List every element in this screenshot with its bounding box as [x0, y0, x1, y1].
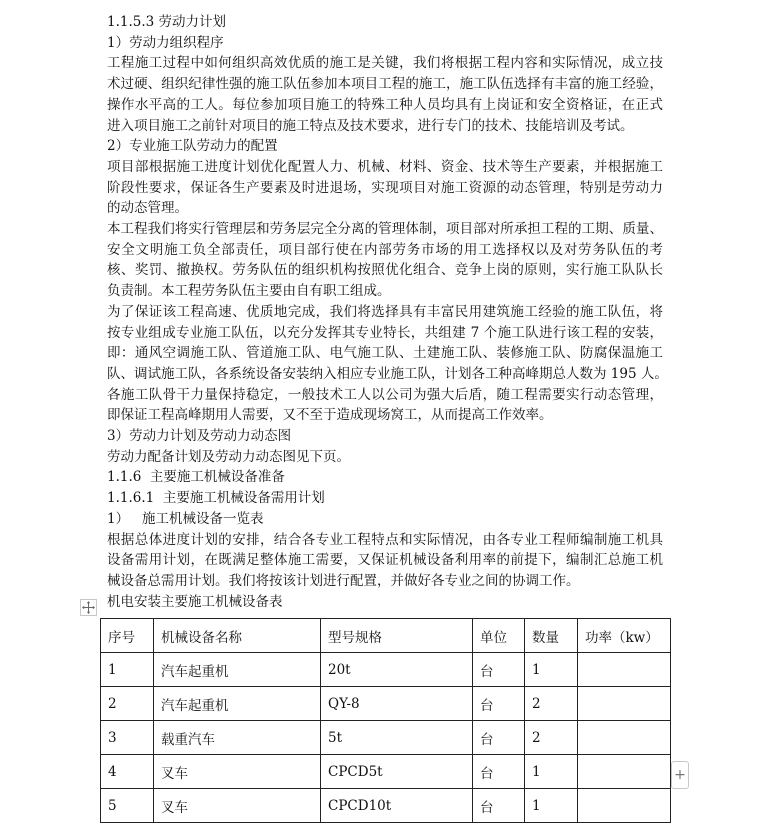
paragraph-line: 阶段性要求，保证各生产要素及时进退场，实现项目对施工资源的动态管理，特别是劳动力 [107, 179, 663, 196]
table-cell: 台 [473, 755, 525, 789]
table-cell: 1 [525, 789, 578, 823]
table-cell [578, 653, 671, 687]
table-cell: 2 [525, 687, 578, 721]
heading-1-1-6-1: 1.1.6.1 主要施工机械设备需用计划 [107, 490, 325, 507]
subheading-team-allocation: 2）专业施工队劳动力的配置 [107, 138, 278, 155]
header-cell: 机械设备名称 [154, 619, 321, 653]
table-cell: 1 [525, 653, 578, 687]
paragraph-line: 即：通风空调施工队、管道施工队、电气施工队、土建施工队、装修施工队、防腐保温施工 [107, 345, 663, 362]
header-cell: 单位 [473, 619, 525, 653]
paragraph-line: 各施工队骨干力量保持稳定，一般技术工人以公司为强大后盾，随工程需要实行动态管理， [107, 386, 663, 403]
paragraph-line: 械设备总需用计划。我们将按该计划进行配置，并做好各专业之间的协调工作。 [107, 572, 580, 589]
document-body [107, 12, 668, 612]
table-cell: 5 [101, 789, 154, 823]
table-row [101, 755, 671, 789]
header-cell: 功率（kw） [578, 619, 671, 653]
table-cell: 叉车 [154, 789, 321, 823]
paragraph-line: 安全文明施工负全部责任，项目部行使在内部劳务市场的用工选择权以及对劳务队伍的考 [107, 241, 663, 258]
table-cell: CPCD10t [321, 789, 473, 823]
table-cell: 1 [525, 755, 578, 789]
paragraph-line: 即保证工程高峰期用人需要，又不至于造成现场窝工，从而提高工作效率。 [107, 407, 553, 424]
table-cell: 2 [525, 721, 578, 755]
header-cell: 数量 [525, 619, 578, 653]
table-move-handle[interactable] [80, 599, 97, 616]
paragraph-line: 项目部根据施工进度计划优化配置人力、机械、材料、资金、技术等生产要素，并根据施工 [107, 158, 663, 175]
table-cell: 20t [321, 653, 473, 687]
paragraph-line: 本工程我们将实行管理层和劳务层完全分离的管理体制，项目部对所承担工程的工期、质量、 [107, 221, 663, 238]
table-cell: 4 [101, 755, 154, 789]
table-cell: 2 [101, 687, 154, 721]
paragraph-line: 的动态管理。 [107, 200, 188, 217]
plus-icon: + [674, 767, 686, 783]
table-cell: 台 [473, 687, 525, 721]
table-cell: 台 [473, 789, 525, 823]
table-row [101, 789, 671, 823]
table-cell: 汽车起重机 [154, 653, 321, 687]
paragraph-line: 劳动力配备计划及劳动力动态图见下页。 [107, 448, 350, 465]
header-cell: 型号规格 [321, 619, 473, 653]
paragraph-line: 负责制。本工程劳务队伍主要由自有职工组成。 [107, 283, 391, 300]
heading-1-1-6: 1.1.6 主要施工机械设备准备 [107, 469, 285, 486]
subheading-labor-chart: 3）劳动力计划及劳动力动态图 [107, 428, 292, 445]
table-cell: QY-8 [321, 687, 473, 721]
move-cross-icon [82, 601, 95, 614]
table-cell: 3 [101, 721, 154, 755]
table-cell: 汽车起重机 [154, 687, 321, 721]
paragraph-line: 进入项目施工之前针对项目的施工特点及技术要求，进行专门的技术、技能培训及考试。 [107, 117, 634, 134]
table-cell: CPCD5t [321, 755, 473, 789]
header-cell: 序号 [101, 619, 154, 653]
table-caption: 机电安装主要施工机械设备表 [107, 593, 283, 610]
table-cell [578, 721, 671, 755]
table-cell [578, 755, 671, 789]
add-row-button[interactable] [671, 761, 689, 789]
table-cell [578, 789, 671, 823]
table-cell: 叉车 [154, 755, 321, 789]
table-cell: 载重汽车 [154, 721, 321, 755]
table-header-row [101, 619, 671, 653]
table-cell: 1 [101, 653, 154, 687]
paragraph-line: 根据总体进度计划的安排，结合各专业工程特点和实际情况，由各专业工程师编制施工机具 [107, 531, 663, 548]
table-cell: 5t [321, 721, 473, 755]
paragraph-line: 工程施工过程中如何组织高效优质的施工是关键，我们将根据工程内容和实际情况，成立技 [107, 55, 663, 72]
paragraph-line: 按专业组成专业施工队伍，以充分发挥其专业特长，共组建 7 个施工队进行该工程的安装， [107, 324, 663, 341]
paragraph-line: 操作水平高的工人。每位参加项目施工的特殊工种人员均具有上岗证和安全资格证，在正式 [107, 96, 663, 113]
table-row [101, 687, 671, 721]
subheading-equipment-list: 1） 施工机械设备一览表 [107, 510, 264, 527]
subheading-organization: 1）劳动力组织程序 [107, 34, 224, 51]
heading-1-1-5-3: 1.1.5.3 劳动力计划 [107, 14, 227, 30]
table-cell [578, 687, 671, 721]
paragraph-line: 为了保证该工程高速、优质地完成，我们将选择具有丰富民用建筑施工经验的施工队伍，将 [107, 303, 663, 320]
table-cell: 台 [473, 653, 525, 687]
paragraph-line: 设备需用计划，在既满足整体施工需要，又保证机械设备利用率的前提下，编制汇总施工机 [107, 552, 663, 569]
paragraph-line: 队、调试施工队，各系统设备安装纳入相应专业施工队，计划各工种高峰期总人数为 195 人。 [107, 365, 668, 382]
equipment-table [100, 618, 671, 823]
table-row [101, 653, 671, 687]
paragraph-line: 核、奖罚、撤换权。劳务队伍的组织机构按照优化组合、竞争上岗的原则，实行施工队队长 [107, 262, 663, 279]
table-cell: 台 [473, 721, 525, 755]
paragraph-line: 术过硬、组织纪律性强的施工队伍参加本项目工程的施工，施工队伍选择有丰富的施工经验， [107, 76, 663, 93]
table-row [101, 721, 671, 755]
